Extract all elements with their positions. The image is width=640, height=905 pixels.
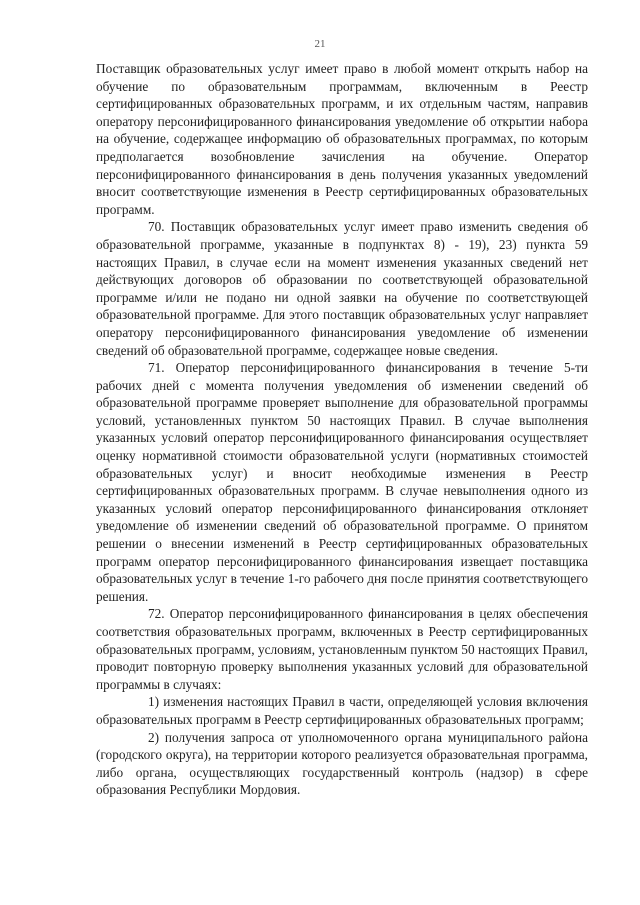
- page-number: 21: [314, 38, 326, 50]
- document-body: [96, 60, 588, 799]
- paragraph-set-open-enrollment: Поставщик образовательных услуг имеет право в любой момент открыть набор на обучение по образовательным программам, включенным в Реестр сертифицированных образовательных программ, и их отдельным частям, направив оператору персонифицированного финансирования уведомление об открытии набора на обучение, содержащее информацию об образовательных программах, по которым предполагается возобновление зачисления на обучение. Оператор персонифицированного финансирования в день получения указанных уведомлений вносит соответствующие изменения в Реестр сертифицированных образовательных программ.: [96, 61, 588, 217]
- list-item-2: 2) получения запроса от уполномоченного органа муниципального района (городского округа), на территории которого реализуется образовательная программа, либо органа, осуществляющих государственный контроль (надзор) в сфере образования Республики Мордовия.: [96, 729, 588, 798]
- paragraph-72: 72. Оператор персонифицированного финансирования в целях обеспечения соответствия образовательных программ, включенных в Реестр сертифицированных образовательных программ, условиям, установленным пунктом 50 настоящих Правил, проводит повторную проверку выполнения указанных условий для образовательной программы в случаях:: [96, 606, 588, 692]
- paragraph-71: 71. Оператор персонифицированного финансирования в течение 5-ти рабочих дней с момента получения уведомления об изменении сведений об образовательной программе проверяет выполнение для образовательной программы условий, установленных пунктом 50 настоящих Правил. В случае выполнения указанных условий оператор персонифицированного финансирования осуществляет оценку нормативной стоимости образовательной услуги (нормативных стоимостей образовательных услуг) и вносит необходимые изменения в Реестр сертифицированных образовательных программ. В случае невыполнения одного из указанных условий оператор персонифицированного финансирования отклоняет уведомление об изменении сведений об образовательной программе. О принятом решении о внесении изменений в Реестр сертифицированных образовательных программ оператор персонифицированного финансирования извещает поставщика образовательных услуг в течение 1-го рабочего дня после принятия соответствующего решения.: [96, 360, 588, 604]
- paragraph-70: 70. Поставщик образовательных услуг имеет право изменить сведения об образовательной программе, указанные в подпунктах 8) - 19), 23) пункта 59 настоящих Правил, в случае если на момент изменения указанных сведений нет действующих договоров об образовании по соответствующей образовательной программе и/или не подано ни одной заявки на обучение по соответствующей образовательной программе. Для этого поставщик образовательных услуг направляет оператору персонифицированного финансирования уведомление об изменении сведений об образовательной программе, содержащее новые сведения.: [96, 219, 588, 358]
- list-item-1: 1) изменения настоящих Правил в части, определяющей условия включения образовательных программ в Реестр сертифицированных образовательных программ;: [96, 694, 588, 727]
